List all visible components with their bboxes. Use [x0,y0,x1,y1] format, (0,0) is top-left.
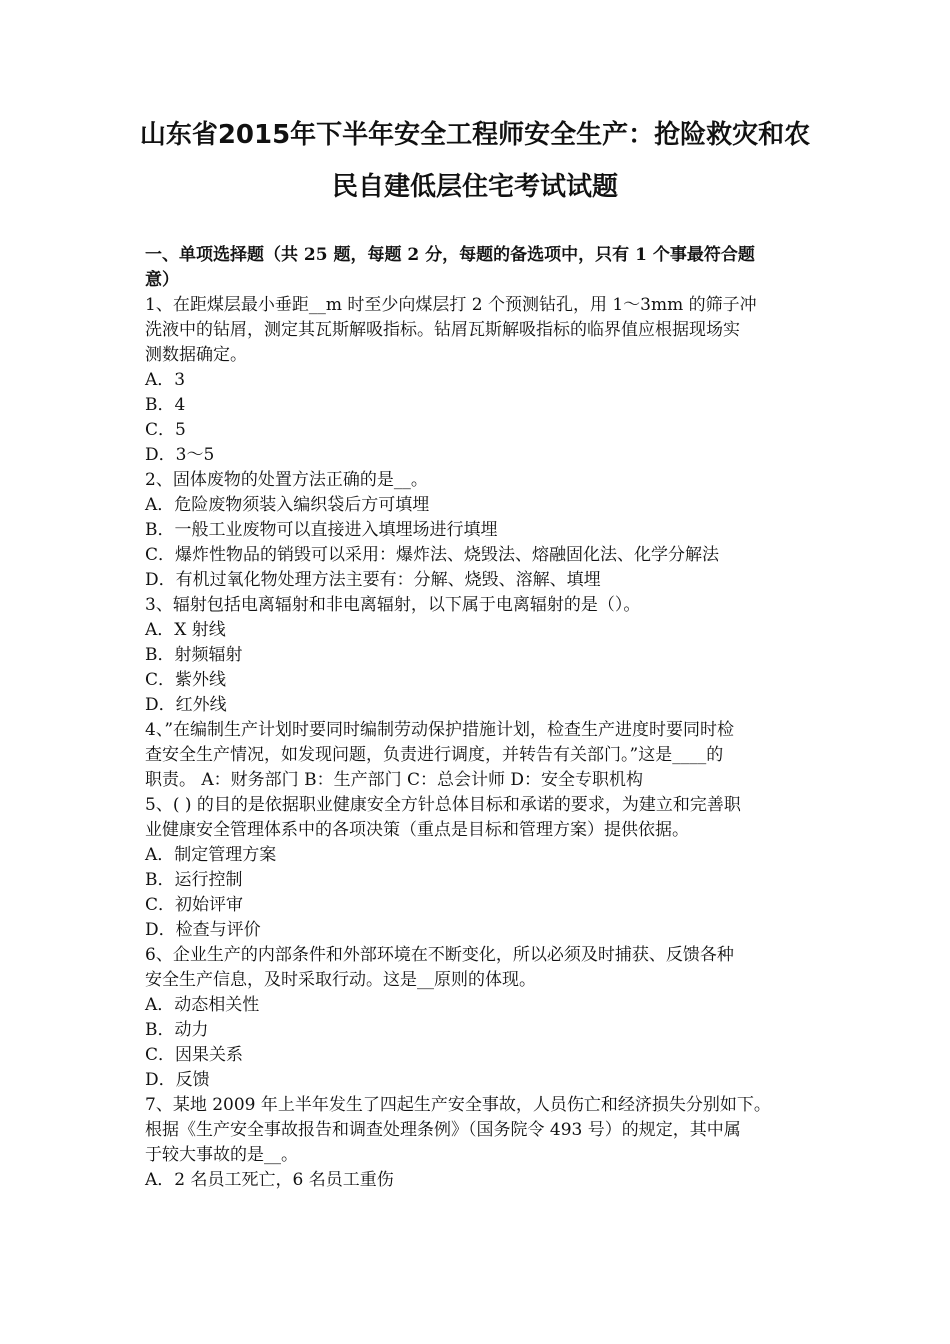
text-line: B．4 [145,395,186,415]
text-line: 职责。 A：财务部门 B：生产部门 C：总会计师 D：安全专职机构 [145,770,644,790]
text-line: B．射频辐射 [145,645,243,665]
text-line: C．5 [145,420,186,440]
text-line: C．爆炸性物品的销毁可以采用：爆炸法、烧毁法、熔融固化法、化学分解法 [145,545,720,565]
section-heading-line-2: 意） [145,270,179,290]
text-line: D．有机过氧化物处理方法主要有：分解、烧毁、溶解、填埋 [145,570,601,590]
question-list [145,293,810,1193]
text-line: 洗液中的钻屑，测定其瓦斯解吸指标。钻屑瓦斯解吸指标的临界值应根据现场实 [145,320,740,340]
text-line: 3、辐射包括电离辐射和非电离辐射，以下属于电离辐射的是（）。 [145,595,641,615]
text-line: A．制定管理方案 [145,845,277,865]
document-body [145,243,810,1193]
document-title-line-1: 山东省2015年下半年安全工程师安全生产：抢险救灾和农 [139,120,811,150]
text-line: C．因果关系 [145,1045,244,1065]
text-line: 安全生产信息，及时采取行动。这是__原则的体现。 [145,970,536,990]
text-line: 2、固体废物的处置方法正确的是__。 [145,470,428,490]
text-line: A．动态相关性 [145,995,260,1015]
document-title-line-2: 民自建低层住宅考试试题 [331,172,618,202]
text-line: B．动力 [145,1020,209,1040]
text-line: 于较大事故的是__。 [145,1145,298,1165]
text-line: C．紫外线 [145,670,227,690]
text-line: D．检查与评价 [145,920,261,940]
text-line: 4、”在编制生产计划时要同时编制劳动保护措施计划，检查生产进度时要同时检 [145,720,735,740]
text-line: A．3 [145,370,186,390]
text-line: C．初始评审 [145,895,244,915]
text-line: D．红外线 [145,695,227,715]
text-line: B．一般工业废物可以直接进入填埋场进行填埋 [145,520,498,540]
text-line: 测数据确定。 [145,345,247,365]
section-heading-line-1: 一、单项选择题（共 25 题，每题 2 分，每题的备选项中，只有 1 个事最符合题 [145,245,755,265]
text-line: D．反馈 [145,1070,210,1090]
text-line: 查安全生产情况，如发现问题，负责进行调度，并转告有关部门。”这是____的 [145,745,724,765]
text-line: 5、( ) 的目的是依据职业健康安全方针总体目标和承诺的要求，为建立和完善职 [145,795,741,815]
text-line: B．运行控制 [145,870,243,890]
text-line: 根据《生产安全事故报告和调查处理条例》（国务院令 493 号）的规定，其中属 [145,1120,741,1140]
text-line: 1、在距煤层最小垂距__m 时至少向煤层打 2 个预测钻孔，用 1～3mm 的筛子冲 [145,295,757,315]
text-line: 7、某地 2009 年上半年发生了四起生产安全事故，人员伤亡和经济损失分别如下。 [145,1095,771,1115]
text-line: D．3～5 [145,445,215,465]
text-line: A．危险废物须装入编织袋后方可填埋 [145,495,430,515]
text-line: 业健康安全管理体系中的各项决策（重点是目标和管理方案）提供依据。 [145,820,689,840]
text-line: A．X 射线 [145,620,226,640]
text-line: A．2 名员工死亡，6 名员工重伤 [145,1170,394,1190]
text-line: 6、企业生产的内部条件和外部环境在不断变化，所以必须及时捕获、反馈各种 [145,945,734,965]
